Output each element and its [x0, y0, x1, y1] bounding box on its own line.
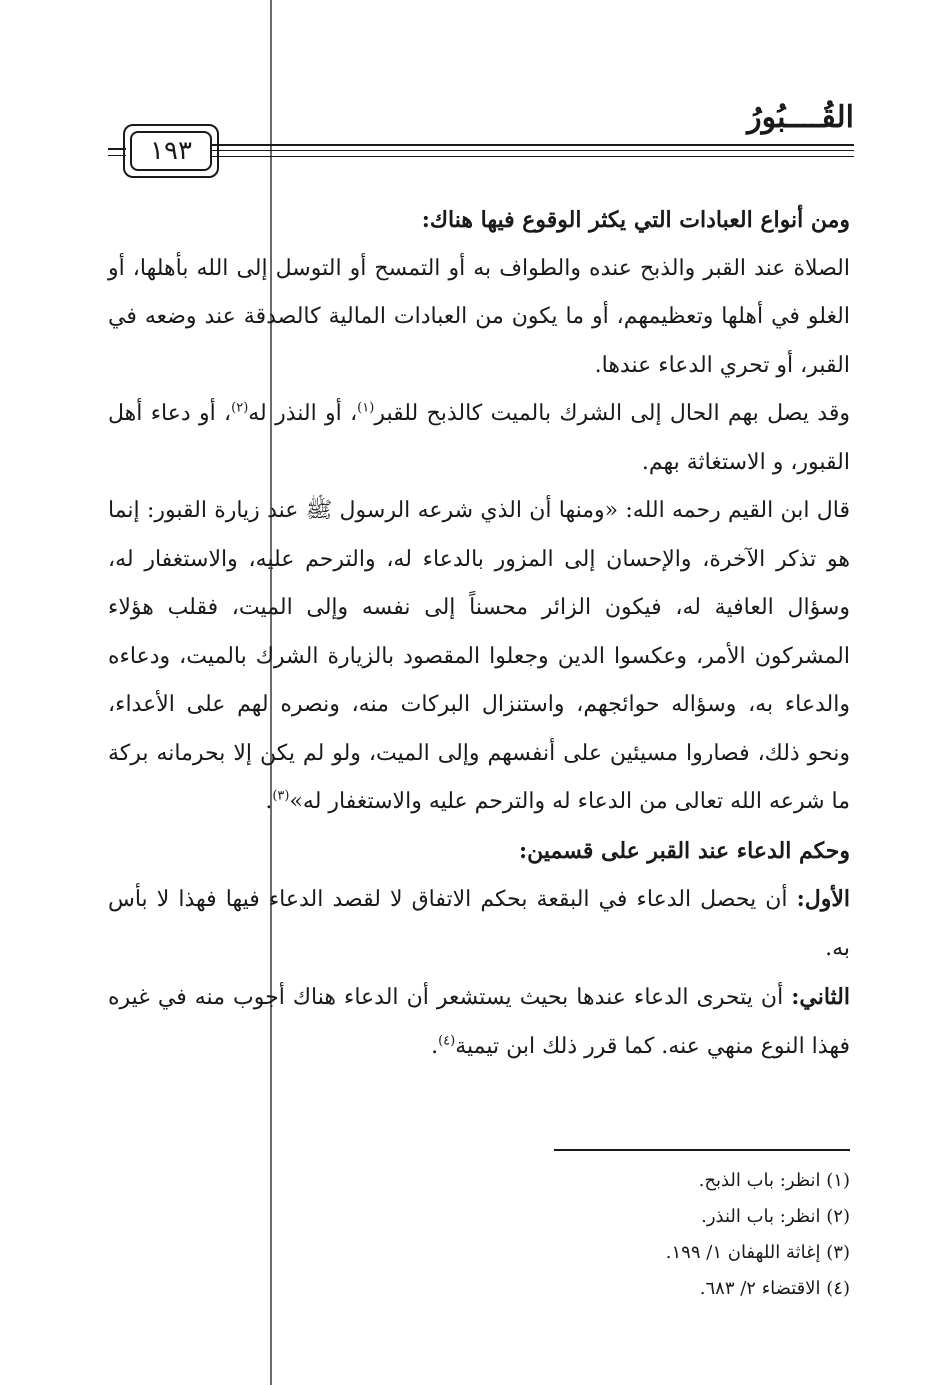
paragraph-text: أن يحصل الدعاء في البقعة بحكم الاتفاق لا لقصد الدعاء فيها فهذا لا بأس به.	[108, 887, 850, 961]
paragraph-text: قال ابن القيم رحمه الله: «ومنها أن الذي شرعه الرسول ﷺ عند زيارة القبور: إنما هو تذكر الآخرة، والإحسان إلى المزور بالدعاء له، والترحم عليه، والاستغفار له، وسؤال العافية له، فيكون الزائر محسناً إلى نفسه وإلى الميت، فقلب هؤلاء المشركون الأمر، وعكسوا الدين وجعلوا المقصود بالزيارة الشرك بالميت، ودعاءه والدعاء به، وسؤاله حوائجهم، واستنزال البركات منه، ونصره لهم على الأعداء، ونحو ذلك، فصاروا مسيئين على أنفسهم وإلى الميت، ولو لم يكن إلا بحرمانه بركة ما شرعه الله تعالى من الدعاء له والترحم عليه والاستغفار له»	[108, 498, 850, 814]
paragraph-text: أن يتحرى الدعاء عندها بحيث يستشعر أن الدعاء هناك أجوب منه في غيره فهذا النوع منهي عنه. كما قرر ذلك ابن تيمية	[108, 985, 850, 1059]
paragraph: الصلاة عند القبر والذبح عنده والطواف به أو التمسح أو التوسل إلى الله بأهلها، أو الغلو في أهلها وتعظيمهم، أو ما يكون من العبادات المالية كالصدقة عند وضعه في القبر، أو تحري الدعاء عندها.	[108, 255, 850, 378]
footnote-ref: (٢)	[231, 400, 249, 416]
footnote-ref: (٤)	[438, 1033, 456, 1049]
footnote-ref: (٣)	[272, 788, 290, 804]
footnote: (٢) انظر: باب النذر.	[701, 1206, 850, 1227]
main-text	[108, 196, 850, 1071]
heading-worship-types: ومن أنواع العبادات التي يكثر الوقوع فيها هناك:	[421, 207, 850, 233]
paragraph-text: .	[265, 789, 273, 814]
header-rule	[210, 150, 854, 151]
footnote: (٤) الاقتضاء ٢/ ٦٨٣.	[699, 1278, 850, 1299]
page-number: ١٩٣	[130, 131, 212, 171]
footnote: (٣) إغاثة اللهفان ١/ ١٩٩.	[665, 1242, 850, 1263]
page-number-frame	[123, 124, 219, 178]
header-rule	[210, 156, 854, 157]
header-rule	[210, 144, 854, 146]
quote-paragraph	[108, 487, 850, 827]
footnote-ref: (١)	[357, 400, 375, 416]
paragraph-text: وقد يصل بهم الحال إلى الشرك بالميت كالذبح للقبر	[374, 401, 850, 426]
footnotes	[430, 1163, 850, 1307]
paragraph-first-type	[108, 875, 850, 973]
running-title: القُــــبُورُ	[747, 100, 854, 135]
first-label: الأول:	[796, 886, 850, 912]
second-label: الثاني:	[791, 984, 850, 1010]
paragraph-text: ، أو النذر له	[248, 401, 358, 426]
paragraph-text: ، أو دعاء أهل القبور، و الاستغاثة بهم.	[108, 401, 850, 475]
footnote-separator	[554, 1149, 850, 1151]
paragraph	[108, 390, 850, 487]
footnote: (١) انظر: باب الذبح.	[698, 1170, 850, 1191]
paragraph-text: .	[431, 1033, 439, 1059]
heading-ruling: وحكم الدعاء عند القبر على قسمين:	[519, 837, 850, 864]
paragraph-second-type	[108, 973, 850, 1071]
